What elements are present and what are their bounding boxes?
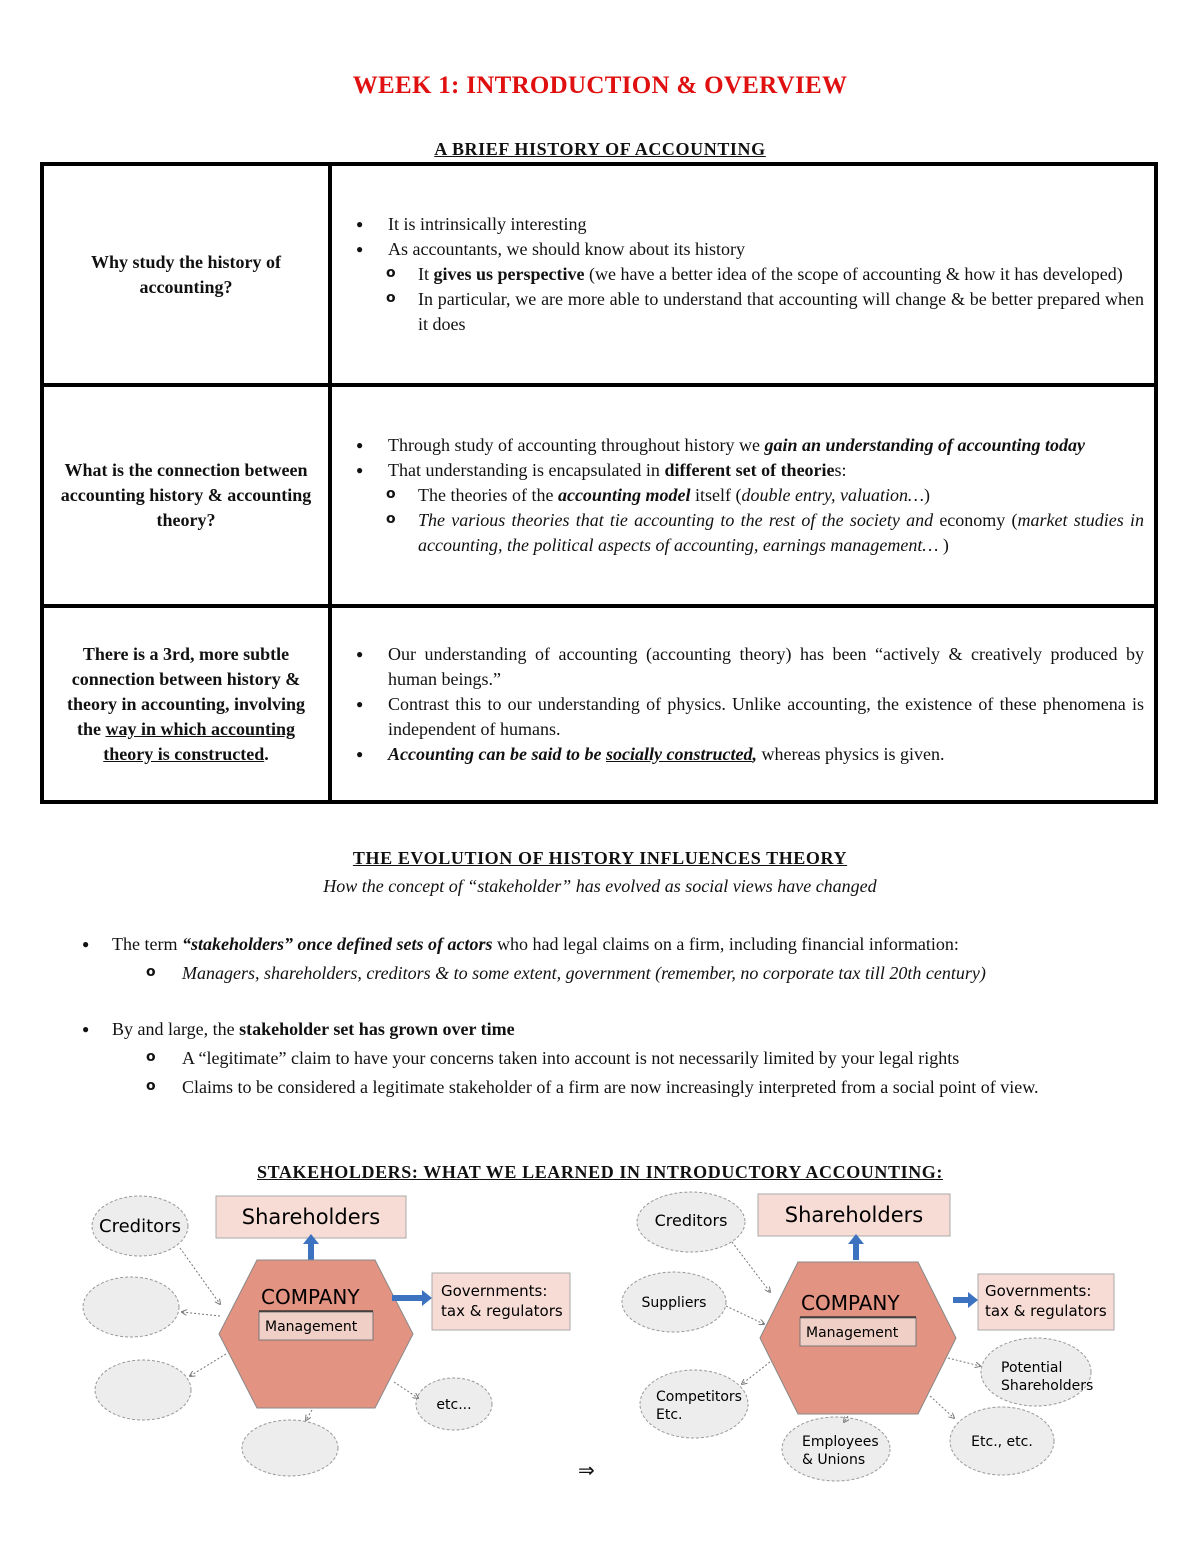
company-label: COMPANY bbox=[801, 1291, 900, 1315]
empty-ellipse bbox=[83, 1277, 179, 1337]
row-question: What is the connection between accounting history & accounting theory? bbox=[42, 385, 330, 606]
transition-arrow-icon: ⇒ bbox=[578, 1458, 595, 1482]
competitors-label: Etc. bbox=[656, 1407, 683, 1423]
empty-ellipse bbox=[95, 1360, 191, 1420]
evolution-subtitle: How the concept of “stakeholder” has evolved as social views have changed bbox=[323, 876, 877, 896]
governments-label: Governments: bbox=[441, 1282, 548, 1300]
row-answer bbox=[330, 164, 1156, 385]
list-item: ● That understanding is encapsulated in different set of theories: o The theories of the accounting model itself (double entry, valuation…) o The various theories that tie accounting to the rest of the society and economy (market studies in accounting, the political aspects of accounting, earnings management… ) bbox=[388, 458, 1144, 558]
evolution-heading: THE EVOLUTION OF HISTORY INFLUENCES THEORY bbox=[352, 848, 848, 868]
stakeholders-heading: STAKEHOLDERS: WHAT WE LEARNED IN INTRODUCTORY ACCOUNTING: bbox=[256, 1162, 943, 1182]
row-question: There is a 3rd, more subtle connection between history & theory in accounting, involving the way in which accounting theory is constructed. bbox=[42, 606, 330, 802]
creditors-label: Creditors bbox=[654, 1211, 728, 1230]
row-question: Why study the history of accounting? bbox=[42, 164, 330, 385]
list-item: ● By and large, the stakeholder set has grown over time o A “legitimate” claim to have your concerns taken into account is not necessarily limited by your legal rights o Claims to be considered a legitimate stakeholder of a firm are now increasingly interpreted from a social point of view. bbox=[112, 1015, 1152, 1102]
list-item: o Managers, shareholders, creditors & to some extent, government (remember, no corporate tax till 20th century) bbox=[182, 959, 1152, 988]
shareholders-label: Shareholders bbox=[784, 1203, 924, 1227]
shareholders-label: Shareholders bbox=[241, 1205, 381, 1229]
list-item: o The various theories that tie accounting to the rest of the society and economy (market studies in accounting, the political aspects of accounting, earnings management… ) bbox=[418, 508, 1144, 558]
etc-label: etc... bbox=[436, 1397, 472, 1413]
list-item: ● As accountants, we should know about its history o It gives us perspective (we have a better idea of the scope of accounting & how it has developed) o In particular, we are more able to understand that accounting will change & be better prepared when it does bbox=[388, 237, 1144, 337]
arrow-up-icon bbox=[848, 1234, 864, 1260]
company-label: COMPANY bbox=[261, 1285, 360, 1309]
row-answer bbox=[330, 385, 1156, 606]
table-row bbox=[42, 606, 1156, 802]
competitors-label: Competitors bbox=[656, 1389, 742, 1405]
governments-label: tax & regulators bbox=[985, 1302, 1107, 1320]
evolution-list-1 bbox=[112, 930, 1152, 988]
right-diagram bbox=[622, 1192, 1114, 1481]
page-title: WEEK 1: INTRODUCTION & OVERVIEW bbox=[352, 72, 848, 99]
management-label: Management bbox=[265, 1319, 358, 1335]
governments-label: tax & regulators bbox=[441, 1302, 563, 1320]
employees-label: Employees bbox=[802, 1434, 879, 1450]
suppliers-label: Suppliers bbox=[641, 1295, 707, 1311]
list-item: o It gives us perspective (we have a better idea of the scope of accounting & how it has developed) bbox=[418, 262, 1144, 287]
list-item: ● Our understanding of accounting (accounting theory) has been “actively & creatively produced by human beings.” bbox=[388, 642, 1144, 692]
potential-shareholders-label: Potential bbox=[1001, 1360, 1063, 1376]
management-label: Management bbox=[806, 1325, 899, 1341]
list-item: o The theories of the accounting model itself (double entry, valuation…) bbox=[418, 483, 1144, 508]
potential-shareholders-label: Shareholders bbox=[1001, 1378, 1094, 1394]
list-item: ● Accounting can be said to be socially constructed, whereas physics is given. bbox=[388, 742, 1144, 767]
etc-label: Etc., etc. bbox=[971, 1434, 1033, 1450]
list-item: ● It is intrinsically interesting bbox=[388, 212, 1144, 237]
table-row bbox=[42, 164, 1156, 385]
list-item: ● Through study of accounting throughout history we gain an understanding of accounting today bbox=[388, 433, 1144, 458]
list-item: ● Contrast this to our understanding of physics. Unlike accounting, the existence of these phenomena is independent of humans. bbox=[388, 692, 1144, 742]
row-answer bbox=[330, 606, 1156, 802]
arrow-right-icon bbox=[392, 1290, 432, 1306]
history-table bbox=[40, 162, 1158, 804]
arrow-right-icon bbox=[953, 1292, 978, 1308]
list-item: o Claims to be considered a legitimate stakeholder of a firm are now increasingly interpreted from a social point of view. bbox=[182, 1073, 1152, 1102]
stakeholder-diagram bbox=[0, 1186, 1200, 1486]
history-heading: A BRIEF HISTORY OF ACCOUNTING bbox=[434, 139, 766, 159]
list-item: o A “legitimate” claim to have your concerns taken into account is not necessarily limited by your legal rights bbox=[182, 1044, 1152, 1073]
governments-label: Governments: bbox=[985, 1282, 1092, 1300]
empty-ellipse bbox=[242, 1420, 338, 1476]
employees-label: & Unions bbox=[802, 1452, 866, 1468]
table-row bbox=[42, 385, 1156, 606]
creditors-label: Creditors bbox=[99, 1216, 181, 1237]
list-item: o In particular, we are more able to understand that accounting will change & be better prepared when it does bbox=[418, 287, 1144, 337]
left-diagram bbox=[83, 1196, 570, 1476]
list-item: ● The term “stakeholders” once defined sets of actors who had legal claims on a firm, including financial information: o Managers, shareholders, creditors & to some extent, government (remember, no corporate tax till 20th century) bbox=[112, 930, 1152, 988]
evolution-list-2 bbox=[112, 1015, 1152, 1102]
